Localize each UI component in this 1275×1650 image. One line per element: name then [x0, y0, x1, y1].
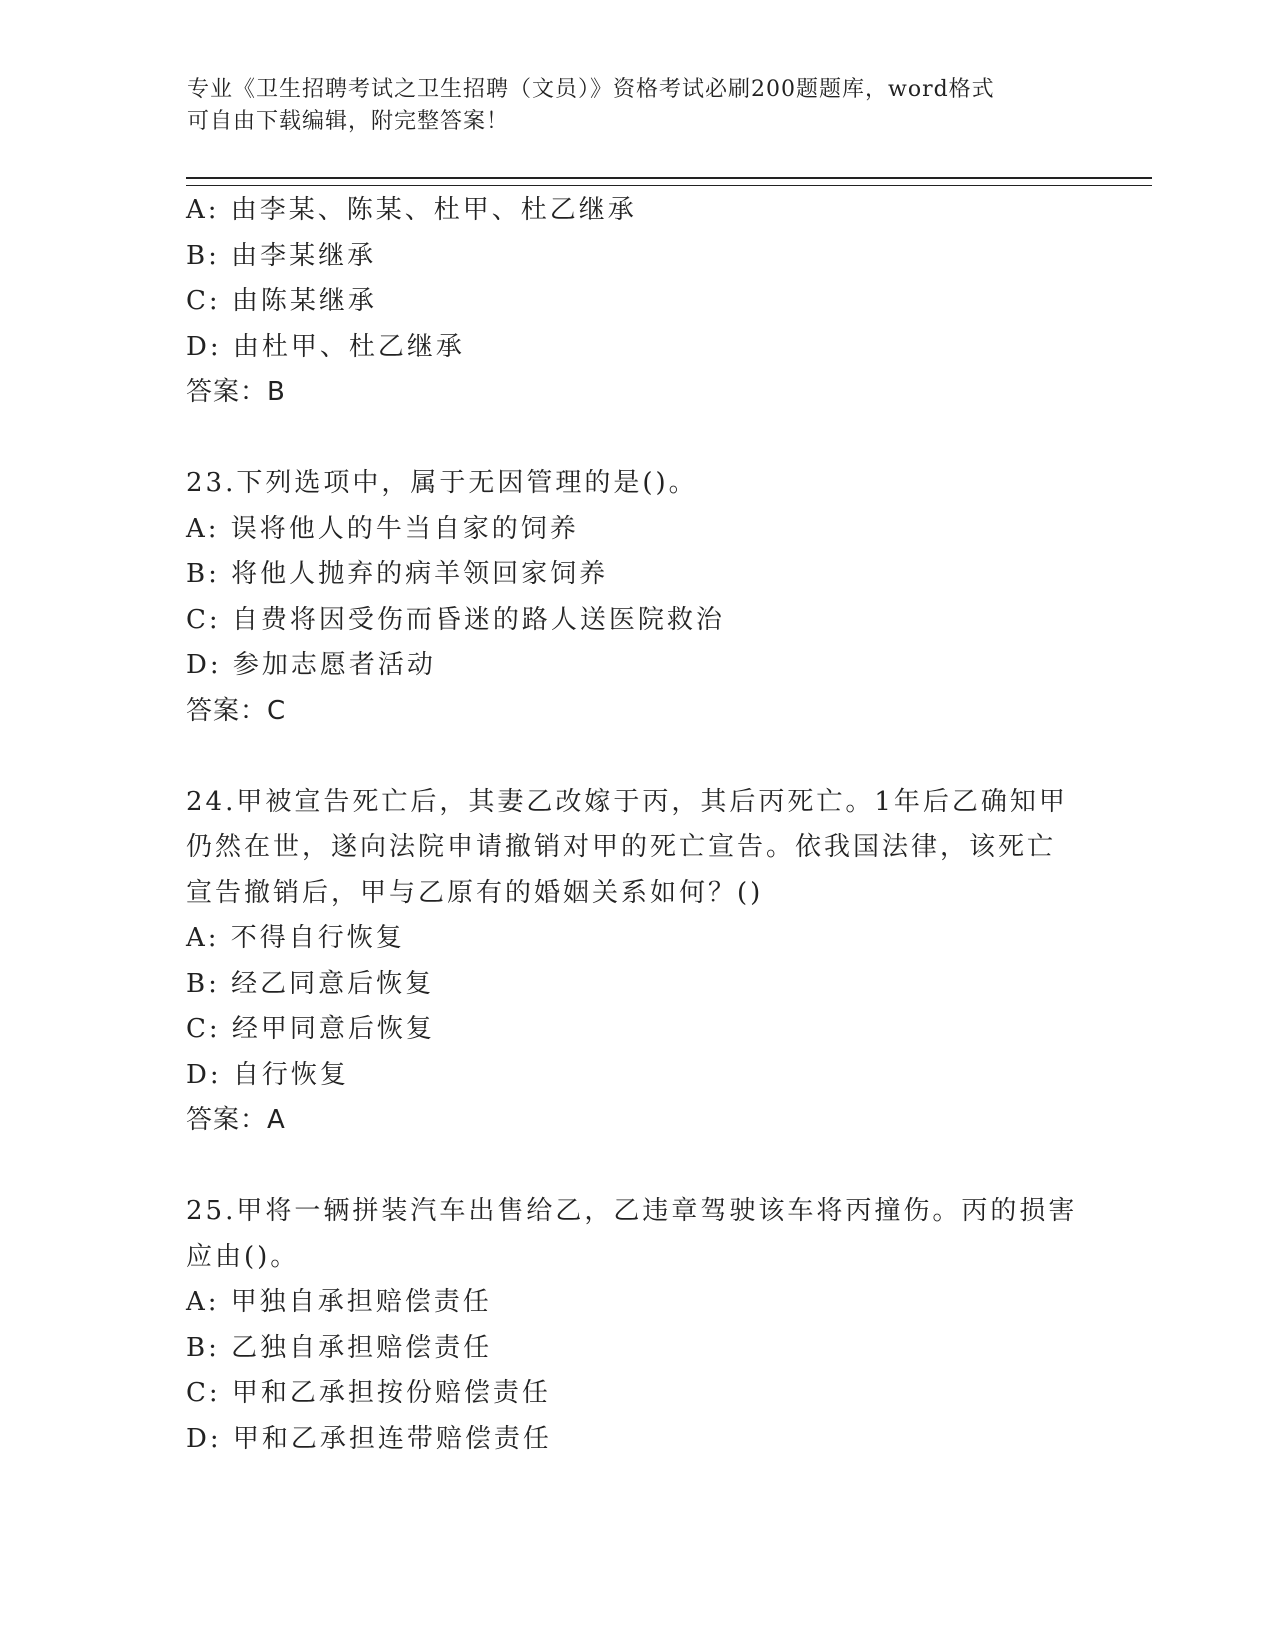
question-stem-line-3: 宣告撤销后，甲与乙原有的婚姻关系如何？() — [186, 877, 764, 908]
question-stem-line-1: 24.甲被宣告死亡后，其妻乙改嫁于丙，其后丙死亡。1年后乙确知甲 — [186, 786, 1068, 817]
option-d: D: 甲和乙承担连带赔偿责任 — [186, 1423, 552, 1454]
question-stem-line-1: 25.甲将一辆拼装汽车出售给乙，乙违章驾驶该车将丙撞伤。丙的损害 — [186, 1196, 1078, 1226]
option-a: A: 不得自行恢复 — [186, 923, 405, 953]
option-c: C: 由陈某继承 — [186, 286, 377, 316]
option-c: C: 甲和乙承担按份赔偿责任 — [186, 1378, 551, 1408]
option-b: B: 经乙同意后恢复 — [186, 968, 435, 999]
question-22 — [186, 188, 1086, 416]
option-a: A: 甲独自承担赔偿责任 — [186, 1287, 492, 1317]
question-24 — [186, 780, 1086, 1144]
document-header — [187, 74, 1067, 138]
option-b: B: 将他人抛弃的病羊领回家饲养 — [186, 559, 609, 589]
spacer — [186, 416, 1086, 462]
header-divider — [186, 177, 1152, 186]
spacer — [186, 1144, 1086, 1190]
option-c: C: 经甲同意后恢复 — [186, 1014, 435, 1044]
answer-line: 答案：B — [186, 377, 286, 407]
answer-line: 答案：A — [186, 1105, 286, 1135]
answer-line: 答案：C — [186, 695, 287, 726]
question-25 — [186, 1189, 1086, 1462]
option-a: A: 误将他人的牛当自家的饲养 — [186, 513, 579, 544]
question-23 — [186, 461, 1086, 734]
question-list — [186, 188, 1086, 1462]
option-d: D: 参加志愿者活动 — [186, 650, 436, 680]
spacer — [186, 734, 1086, 780]
question-stem-line-2: 应由()。 — [186, 1241, 300, 1272]
option-b: B: 由李某继承 — [186, 240, 377, 271]
option-c: C: 自费将因受伤而昏迷的路人送医院救治 — [186, 604, 725, 635]
option-d: D: 自行恢复 — [186, 1059, 349, 1090]
question-stem-line-2: 仍然在世，遂向法院申请撤销对甲的死亡宣告。依我国法律，该死亡 — [186, 832, 1057, 862]
option-d: D: 由杜甲、杜乙继承 — [186, 331, 465, 362]
header-title-line-1: 专业《卫生招聘考试之卫生招聘（文员）》资格考试必刷200题题库，word格式 — [187, 77, 995, 102]
option-b: B: 乙独自承担赔偿责任 — [186, 1332, 493, 1363]
option-a: A: 由李某、陈某、杜甲、杜乙继承 — [186, 195, 637, 225]
header-title-line-2: 可自由下载编辑，附完整答案！ — [187, 109, 510, 134]
question-stem: 23.下列选项中，属于无因管理的是()。 — [186, 468, 698, 498]
